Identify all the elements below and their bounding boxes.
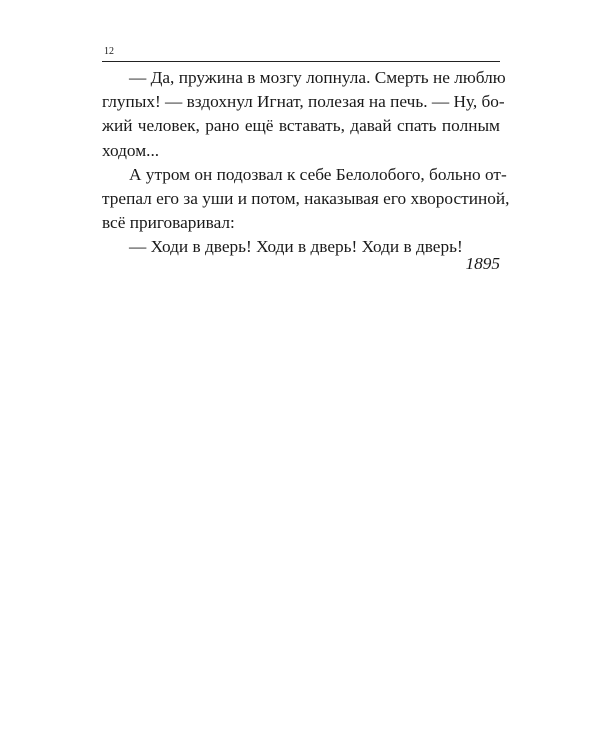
text-line: — Ходи в дверь! Ходи в дверь! Ходи в дверь! bbox=[129, 237, 463, 257]
text-line: трепал его за уши и потом, наказывая его хворостиной, bbox=[102, 189, 510, 209]
text-line: глупых! — вздохнул Игнат, полезая на печь. — Ну, бо- bbox=[102, 92, 505, 112]
header-rule bbox=[102, 61, 500, 62]
text-line: А утром он подозвал к себе Белолобого, больно от- bbox=[129, 164, 507, 184]
text-line: жий человек, рано ещё вставать, давай спать полным bbox=[102, 116, 500, 136]
text-line: всё приговаривал: bbox=[102, 213, 235, 233]
text-line: ходом... bbox=[102, 140, 160, 160]
page-number: 12 bbox=[104, 46, 114, 57]
text-line: — Да, пружина в мозгу лопнула. Смерть не люблю bbox=[129, 68, 506, 87]
body-text bbox=[102, 66, 510, 260]
date-signature: 1895 bbox=[465, 254, 500, 273]
